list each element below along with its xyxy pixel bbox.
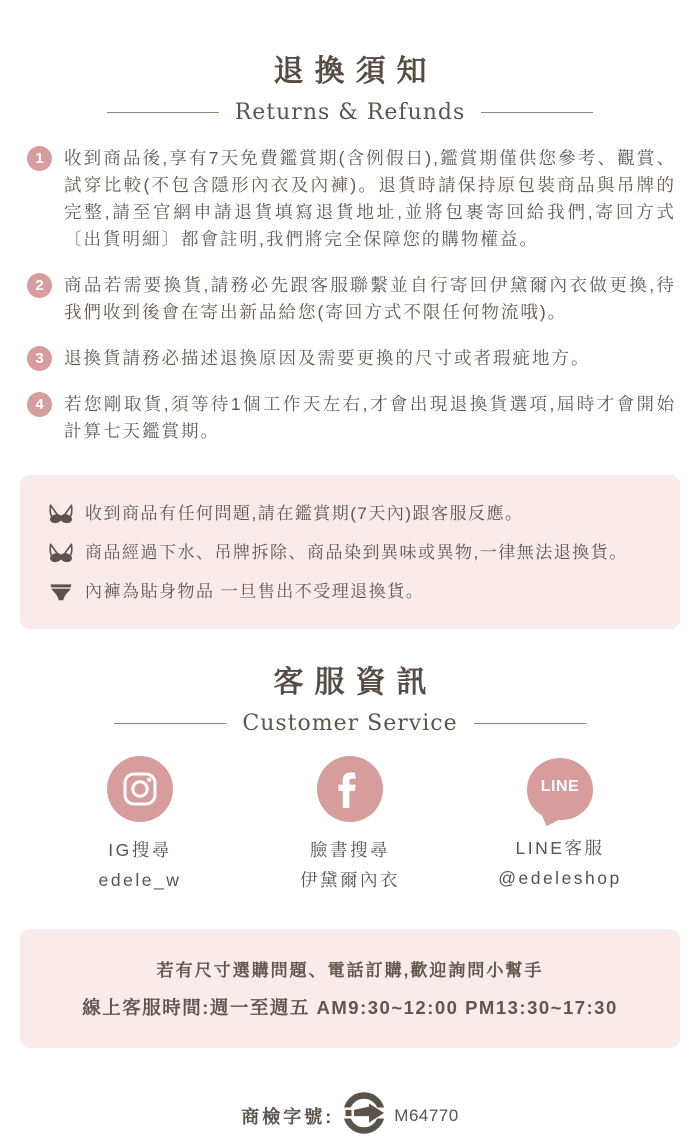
service-subtitle: Customer Service: [242, 711, 458, 736]
channel-line2: 伊黛爾內衣: [300, 870, 400, 890]
channel-line2: edele_w: [98, 870, 182, 890]
left-rule: [107, 112, 219, 113]
notice-list: [0, 145, 700, 445]
left-rule: [114, 723, 226, 724]
channel-label: [55, 835, 225, 895]
bsmi-inspection-mark-icon: [342, 1091, 386, 1140]
returns-subtitle-row: [0, 100, 700, 125]
returns-section-head: [0, 0, 700, 125]
bra-icon: [48, 503, 74, 525]
returns-subtitle: Returns & Refunds: [234, 100, 466, 125]
return-rules-box: [20, 475, 680, 629]
rule-row-3: [48, 577, 654, 607]
notice-item-4: [27, 391, 676, 445]
service-channels: [0, 756, 700, 895]
channel-line2: @edeleshop: [498, 868, 622, 888]
notice-number-badge: 3: [27, 346, 52, 371]
facebook-icon: [317, 756, 383, 822]
notice-item-3: [27, 345, 676, 372]
channel-label: [475, 833, 645, 893]
service-hours-box: [20, 929, 680, 1048]
notice-text: 若您剛取貨,須等待1個工作天左右,才會出現退換貨選項,屆時才會開始計算七天鑑賞期。: [64, 394, 676, 441]
channel-instagram[interactable]: [55, 756, 225, 895]
channel-facebook[interactable]: [265, 756, 435, 895]
line-icon: [527, 758, 593, 820]
bra-icon: [48, 542, 74, 564]
notice-number-badge: 2: [27, 273, 52, 298]
notice-text: 退換貨請務必描述退換原因及需要更換的尺寸或者瑕疵地方。: [64, 348, 591, 368]
right-rule: [474, 723, 586, 724]
notice-item-2: [27, 272, 676, 326]
rule-text: 收到商品有任何問題,請在鑑賞期(7天內)跟客服反應。: [85, 504, 524, 523]
rule-row-1: [48, 499, 654, 529]
notice-text: 商品若需要換貨,請務必先跟客服聯繫並自行寄回伊黛爾內衣做更換,待我們收到後會在寄出新品給您(寄回方式不限任何物流哦)。: [64, 275, 676, 322]
channel-line1: 臉書搜尋: [310, 840, 390, 860]
inspection-label: 商檢字號:: [241, 1106, 335, 1127]
channel-line1: LINE客服: [515, 838, 605, 858]
right-rule: [481, 112, 593, 113]
inspection-footer: [0, 1091, 700, 1140]
inspection-code: M64770: [394, 1105, 459, 1125]
notice-number-badge: 1: [27, 146, 52, 171]
rule-text: 商品經過下水、吊牌拆除、商品染到異味或異物,一律無法退換貨。: [85, 543, 628, 562]
instagram-icon: [107, 756, 173, 822]
line-icon-word: LINE: [540, 778, 580, 795]
channel-label: [265, 835, 435, 895]
panties-icon: [48, 583, 74, 602]
service-title: 客服資訊: [273, 666, 438, 699]
rule-text: 內褲為貼身物品 一旦售出不受理退換貨。: [85, 582, 425, 601]
notice-number-badge: 4: [27, 392, 52, 417]
returns-title: 退換須知: [273, 55, 438, 88]
hours-help-text: 若有尺寸選購問題、電話訂購,歡迎詢問小幫手: [156, 961, 544, 980]
channel-line[interactable]: [475, 756, 645, 895]
notice-text: 收到商品後,享有7天免費鑑賞期(含例假日),鑑賞期僅供您參考、觀賞、試穿比較(不包含隱形內衣及內褲)。退貨時請保持原包裝商品與吊牌的完整,請至官網申請退貨填寫退貨地址,並將包裹寄回給我們,寄回方式〔出貨明細〕都會註明,我們將完全保障您的購物權益。: [64, 148, 676, 249]
hours-time-text: 線上客服時間:週一至週五 AM9:30~12:00 PM13:30~17:30: [82, 997, 618, 1018]
service-subtitle-row: [0, 711, 700, 736]
notice-item-1: [27, 145, 676, 253]
rule-row-2: [48, 538, 654, 568]
channel-line1: IG搜尋: [108, 840, 172, 860]
service-section-head: [0, 657, 700, 736]
